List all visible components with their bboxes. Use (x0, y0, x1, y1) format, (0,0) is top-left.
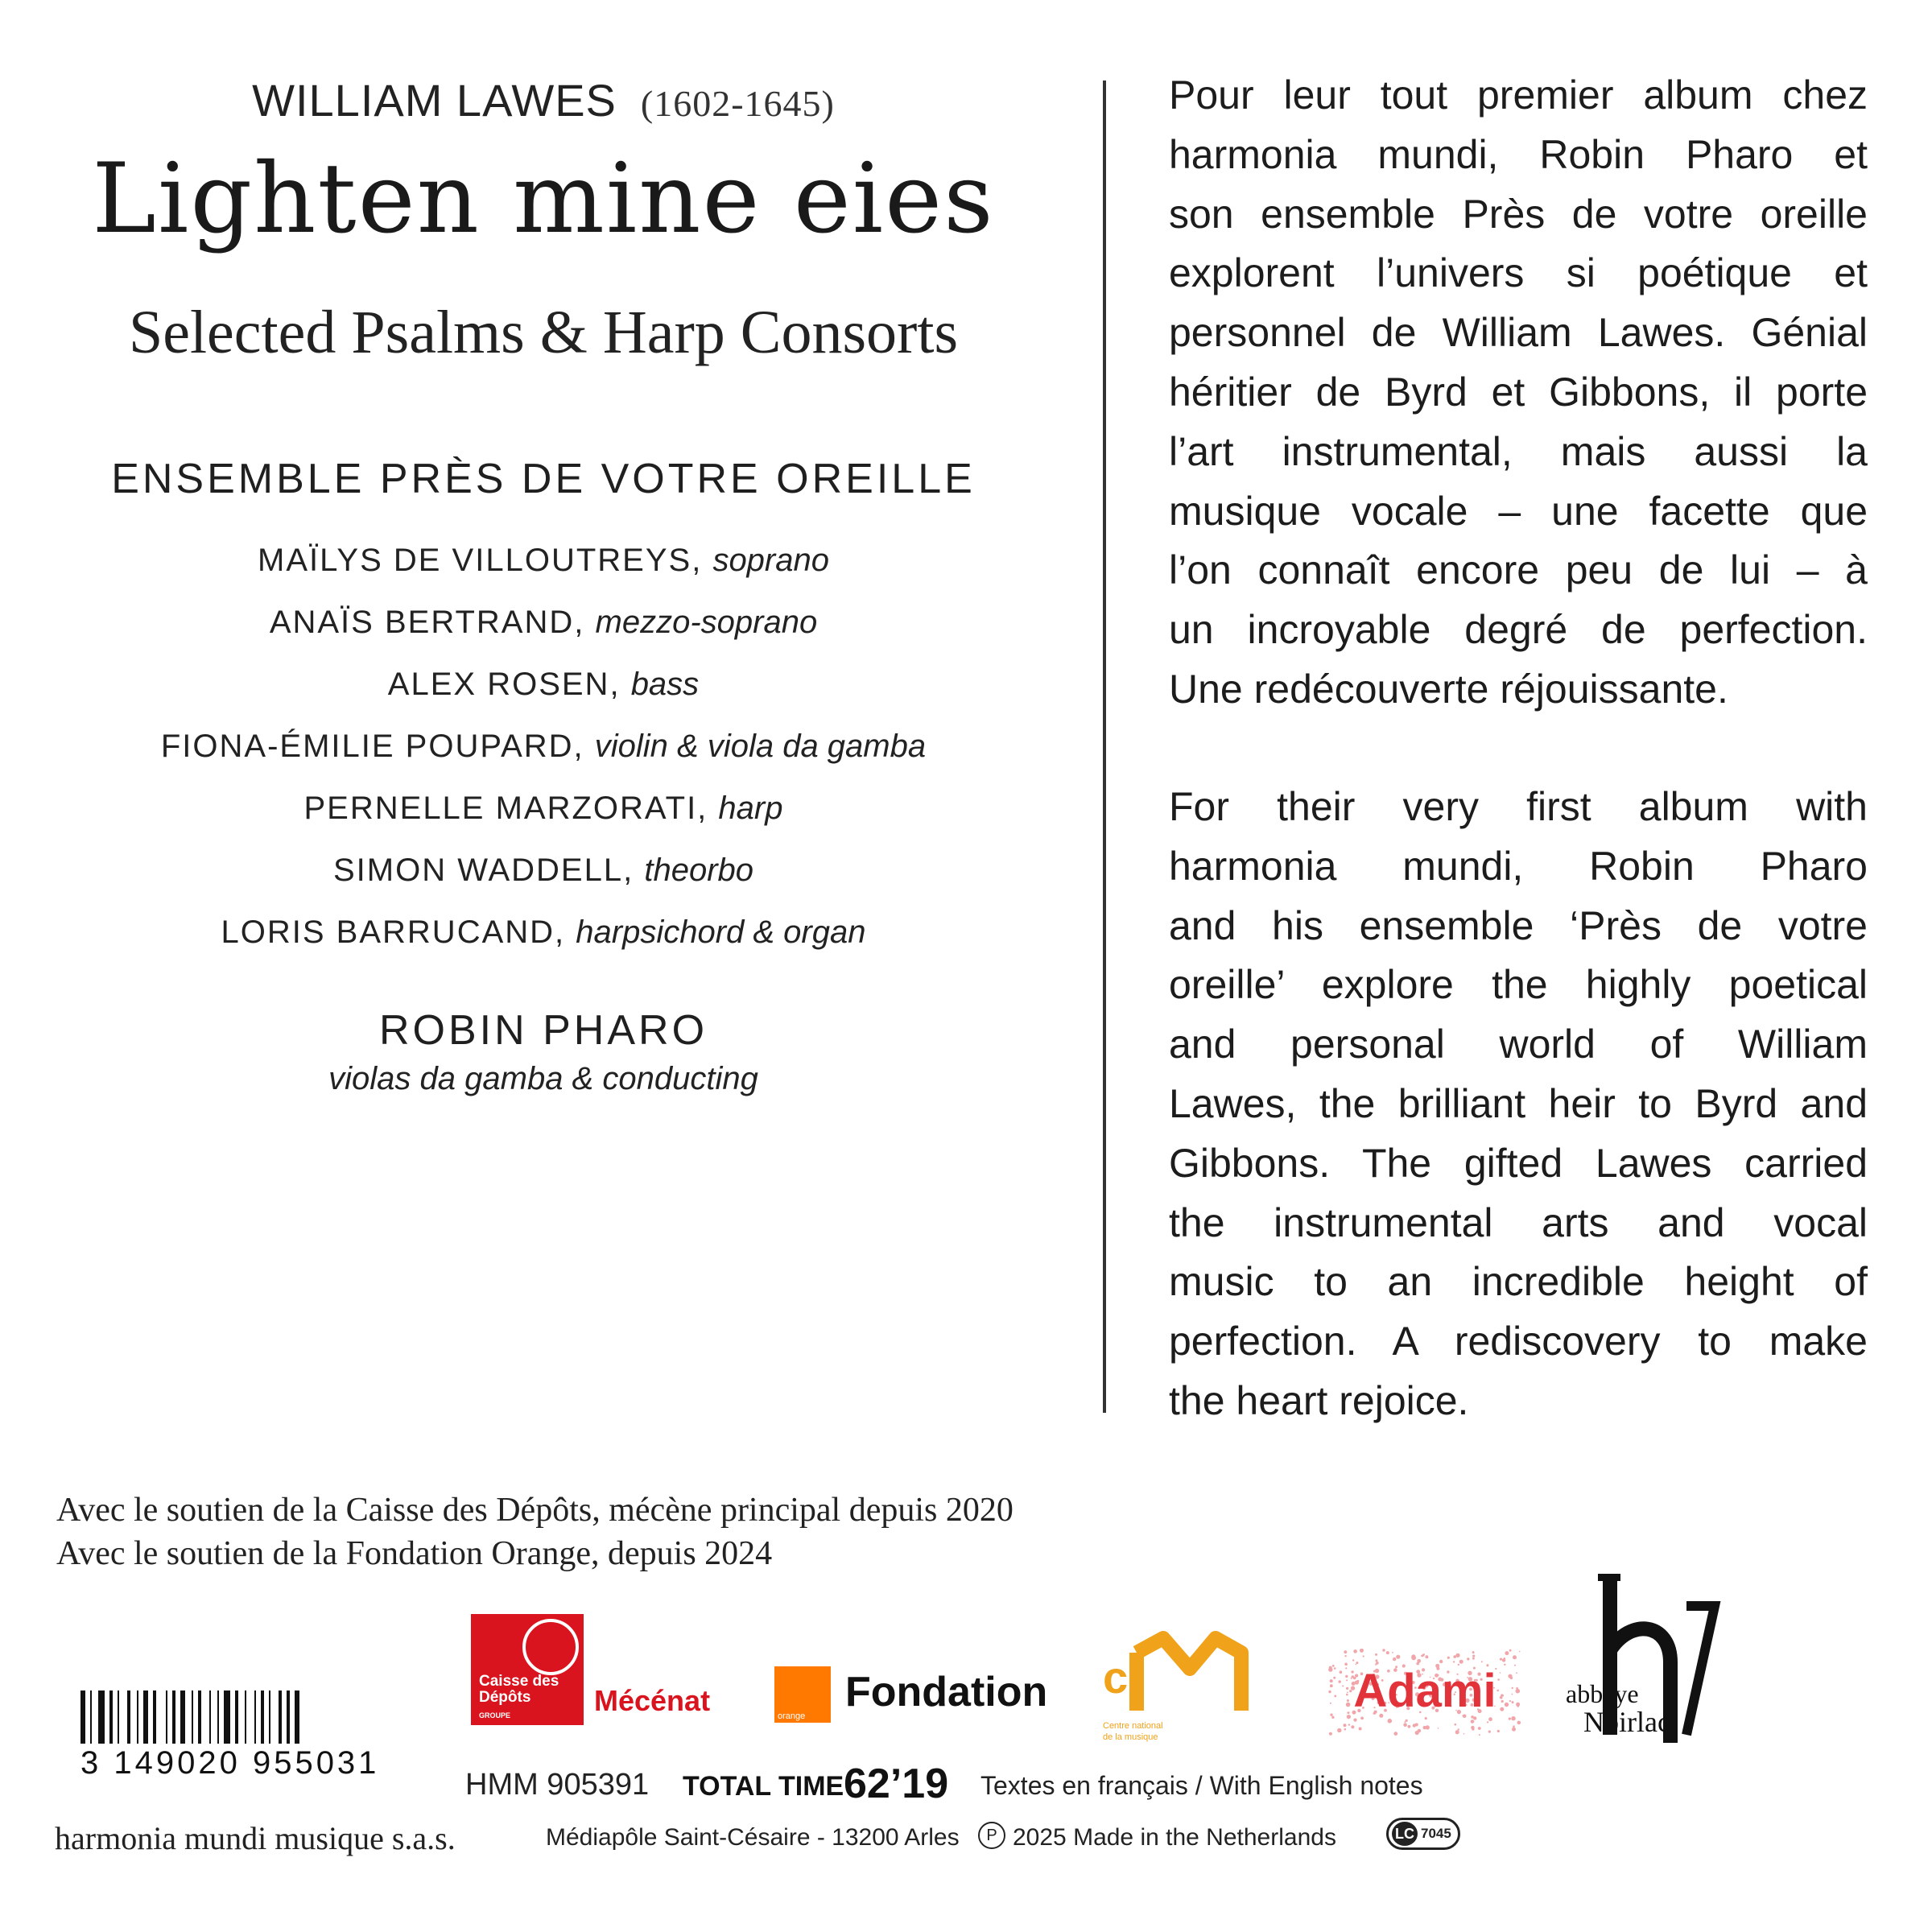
adami-dot (1393, 1732, 1397, 1736)
barcode-bar (235, 1690, 238, 1744)
cdc-logo-text: Caisse des Dépôts GROUPE (479, 1673, 559, 1719)
performer-role: bass (630, 667, 700, 702)
adami-dot (1512, 1694, 1513, 1695)
adami-dot (1388, 1719, 1393, 1724)
adami-dot (1467, 1657, 1469, 1660)
adami-dot (1356, 1662, 1358, 1664)
adami-dot (1344, 1728, 1347, 1731)
column-divider (1103, 80, 1106, 1413)
adami-dot (1418, 1729, 1422, 1733)
adami-dot (1513, 1725, 1515, 1728)
cnm-shape (1137, 1638, 1241, 1711)
support-line-orange: Avec le soutien de la Fondation Orange, depuis 2024 (56, 1535, 773, 1572)
performer-name: PERNELLE MARZORATI, (303, 791, 708, 826)
barcode-bar (98, 1690, 105, 1744)
blurb-french (1169, 66, 1868, 720)
blurb-line: music to an incredible height of (1169, 1259, 1868, 1305)
barcode-bar (269, 1690, 270, 1744)
blurb-line: and personal world of William (1169, 1022, 1868, 1067)
blurb-english (1169, 778, 1868, 1431)
adami-dot (1330, 1714, 1332, 1716)
adami-dot (1497, 1678, 1500, 1681)
adami-dot (1438, 1728, 1439, 1729)
adami-dot (1505, 1651, 1509, 1655)
adami-dot (1330, 1679, 1333, 1682)
barcode-bar (279, 1690, 282, 1744)
adami-dot (1487, 1721, 1488, 1723)
performer-role: violin & viola da gamba (594, 729, 927, 764)
support-line-cdc: Avec le soutien de la Caisse des Dépôts, mécène principal depuis 2020 (56, 1492, 1013, 1529)
adami-dot (1347, 1699, 1349, 1702)
barcode-bar (192, 1690, 193, 1744)
barcode-number: 3 149020 955031 (80, 1745, 380, 1781)
barcode-bar (180, 1690, 185, 1744)
cnm-c: c (1103, 1652, 1129, 1703)
blurb-line: harmonia mundi, Robin Pharo (1169, 843, 1868, 889)
mecenat-label: Mécénat (594, 1684, 711, 1717)
barcode-bar (143, 1690, 148, 1744)
blurb-line: personnel de William Lawes. Génial (1169, 310, 1868, 356)
blurb-line: Lawes, the brilliant heir to Byrd and (1169, 1080, 1868, 1126)
adami-dot (1463, 1733, 1465, 1735)
barcode-bar (166, 1690, 167, 1744)
adami-dot (1382, 1649, 1385, 1651)
adami-dot (1439, 1660, 1443, 1663)
performer-line (0, 852, 1087, 889)
blurb-line: musique vocale – une facette que (1169, 488, 1868, 534)
cnm-logo (1103, 1630, 1272, 1743)
album-title: Lighten mine eies (92, 143, 995, 255)
performer-name: ANAÏS BERTRAND, (269, 605, 585, 640)
adami-dot (1455, 1724, 1457, 1726)
adami-dot (1425, 1655, 1428, 1658)
caisse-des-depots-logo (471, 1614, 584, 1725)
adami-dot (1516, 1689, 1521, 1694)
adami-dot (1500, 1672, 1501, 1674)
director-name: ROBIN PHARO (378, 1007, 708, 1054)
cnm-caption-1: Centre national (1103, 1721, 1163, 1731)
adami-dot (1347, 1692, 1348, 1694)
adami-dot (1353, 1719, 1356, 1722)
performer-line (0, 543, 1087, 579)
adami-dot (1496, 1690, 1499, 1692)
publisher-name: harmonia mundi musique s.a.s. (55, 1820, 456, 1856)
blurb-line: oreille’ explore the highly poetical (1169, 962, 1868, 1008)
adami-dot (1512, 1687, 1513, 1689)
barcode-bar (254, 1690, 256, 1744)
catalog-number: HMM 905391 (465, 1768, 650, 1802)
adami-dot (1406, 1719, 1408, 1722)
adami-dot (1359, 1728, 1362, 1731)
barcode-bar (127, 1690, 130, 1744)
adami-dot (1346, 1694, 1348, 1696)
performer-name: LORIS BARRUCAND, (221, 914, 566, 950)
adami-dot (1346, 1679, 1348, 1681)
barcode-bar (90, 1690, 92, 1744)
adami-dot (1342, 1685, 1344, 1686)
adami-dot (1455, 1653, 1459, 1657)
adami-dot (1352, 1659, 1354, 1661)
adami-dot (1500, 1696, 1503, 1699)
adami-dot (1348, 1724, 1350, 1725)
ensemble-name: ENSEMBLE PRÈS DE VOTRE OREILLE (111, 456, 976, 502)
barcode-bar (287, 1690, 290, 1744)
adami-dot (1344, 1724, 1347, 1727)
adami-dot (1393, 1657, 1396, 1661)
blurb-line: l’art instrumental, mais aussi la (1169, 428, 1868, 474)
blurb-line: the instrumental arts and vocal (1169, 1199, 1868, 1245)
adami-dot (1481, 1661, 1483, 1662)
adami-dot (1344, 1655, 1346, 1657)
adami-dot (1472, 1657, 1475, 1660)
adami-dot (1353, 1649, 1357, 1653)
barcode-bar (118, 1690, 119, 1744)
abbaye-text: abbaye (1566, 1679, 1639, 1708)
composer-line (0, 74, 1087, 126)
barcode-bar (245, 1690, 246, 1744)
adami-dot (1519, 1651, 1521, 1653)
hn-stroke (1686, 1606, 1715, 1735)
adami-dot (1504, 1664, 1505, 1666)
adami-dot (1396, 1655, 1400, 1659)
adami-dot (1344, 1663, 1348, 1666)
adami-dot (1488, 1731, 1491, 1733)
adami-dot (1511, 1716, 1515, 1720)
adami-dot (1351, 1725, 1354, 1728)
adami-dot (1447, 1657, 1450, 1659)
cnm-caption-2: de la musique (1103, 1732, 1158, 1742)
performer-role: harpsichord & organ (576, 914, 866, 950)
performer-line (0, 667, 1087, 703)
publisher-address: Médiapôle Saint-Césaire - 13200 Arles (546, 1824, 960, 1851)
adami-dot (1344, 1650, 1347, 1653)
adami-dot (1500, 1658, 1502, 1661)
adami-dot (1453, 1661, 1455, 1662)
adami-dot (1328, 1690, 1331, 1693)
barcode-bar (209, 1690, 211, 1744)
adami-dot (1458, 1728, 1459, 1730)
adami-dot (1330, 1703, 1331, 1704)
adami-dot (1345, 1675, 1348, 1678)
adami-dot (1514, 1665, 1516, 1666)
adami-dot (1517, 1721, 1521, 1725)
adami-dot (1421, 1655, 1422, 1657)
performer-name: MAÏLYS DE VILLOUTREYS, (258, 543, 703, 578)
copyright-line: 2025 Made in the Netherlands (1013, 1824, 1336, 1851)
adami-dot (1501, 1700, 1504, 1703)
performer-line (0, 914, 1087, 951)
adami-dot (1333, 1677, 1335, 1679)
barcode-bar (198, 1690, 201, 1744)
adami-dot (1346, 1703, 1351, 1707)
adami-dot (1330, 1684, 1333, 1687)
adami-dot (1339, 1680, 1341, 1682)
adami-dot (1403, 1723, 1407, 1727)
barcode-bar (217, 1690, 219, 1744)
barcode-bar (261, 1690, 264, 1744)
adami-dot (1413, 1724, 1416, 1727)
label-code-badge (1386, 1818, 1460, 1850)
adami-dot (1479, 1734, 1480, 1736)
adami-dot (1509, 1718, 1511, 1720)
adami-dot (1392, 1652, 1393, 1653)
performer-name: SIMON WADDELL, (332, 852, 634, 888)
adami-dot (1348, 1711, 1350, 1714)
lc-number: 7045 (1421, 1826, 1451, 1841)
adami-dot (1346, 1687, 1348, 1690)
adami-dot (1345, 1667, 1347, 1669)
adami-dot (1363, 1655, 1364, 1657)
adami-dot (1375, 1659, 1377, 1662)
language-notes: Textes en français / With English notes (980, 1771, 1423, 1800)
fondation-label: Fondation (845, 1669, 1048, 1715)
total-time-value: 62’19 (844, 1761, 949, 1807)
barcode-bar (80, 1690, 85, 1744)
barcode-bar (137, 1690, 138, 1744)
composer-name: WILLIAM LAWES (252, 75, 617, 126)
barcode-bar (295, 1690, 299, 1744)
adami-label: Adami (1353, 1665, 1496, 1717)
adami-dot (1512, 1728, 1516, 1732)
adami-dot (1472, 1651, 1475, 1653)
adami-dot (1360, 1649, 1364, 1653)
abbaye-noirlac-logo (1566, 1574, 1735, 1751)
adami-dot (1332, 1717, 1334, 1719)
blurb-line: l’on connaît encore peu de lui – à (1169, 547, 1868, 593)
adami-dot (1408, 1725, 1411, 1728)
adami-dot (1455, 1730, 1459, 1734)
blurb-line: héritier de Byrd et Gibbons, il porte (1169, 369, 1868, 415)
seal-icon (522, 1619, 579, 1675)
adami-dot (1509, 1700, 1511, 1702)
blurb-line: Une redécouverte réjouissante. (1169, 666, 1728, 712)
adami-dot (1471, 1719, 1475, 1724)
adami-dot (1501, 1695, 1504, 1697)
performer-role: soprano (712, 543, 829, 578)
blurb-line: For their very first album with (1169, 784, 1868, 829)
adami-dot (1472, 1655, 1475, 1657)
adami-dot (1488, 1717, 1492, 1721)
phonogram-icon: P (978, 1822, 1005, 1849)
album-subtitle: Selected Psalms & Harp Consorts (128, 299, 959, 366)
barcode-bar (109, 1690, 113, 1744)
director-role: violas da gamba & conducting (328, 1061, 758, 1096)
adami-dot (1513, 1655, 1517, 1659)
adami-dot (1459, 1660, 1463, 1664)
performer-line (0, 605, 1087, 641)
blurb-line: Gibbons. The gifted Lawes carried (1169, 1140, 1868, 1186)
adami-dot (1509, 1649, 1512, 1652)
adami-dot (1349, 1690, 1352, 1692)
composer-dates: (1602-1645) (640, 83, 835, 124)
adami-dot (1334, 1667, 1336, 1670)
adami-dot (1411, 1654, 1415, 1658)
orange-logo: orange (774, 1666, 831, 1723)
performer-line (0, 791, 1087, 827)
adami-dot (1328, 1667, 1332, 1671)
adami-dot (1340, 1670, 1343, 1674)
performer-name: ALEX ROSEN, (387, 667, 621, 702)
adami-dot (1471, 1726, 1474, 1729)
adami-dot (1500, 1707, 1504, 1711)
adami-dot (1426, 1725, 1430, 1729)
adami-dot (1334, 1695, 1336, 1698)
blurb-line: perfection. A rediscovery to make (1169, 1319, 1868, 1364)
performer-line (0, 729, 1087, 765)
adami-dot (1386, 1651, 1389, 1654)
adami-dot (1329, 1732, 1332, 1736)
adami-dot (1512, 1701, 1514, 1703)
blurb-line: and his ensemble ‘Près de votre (1169, 902, 1868, 948)
adami-dot (1337, 1728, 1341, 1732)
adami-dot (1347, 1715, 1351, 1719)
adami-dot (1425, 1717, 1427, 1719)
adami-dot (1360, 1717, 1364, 1720)
barcode-bar (224, 1690, 230, 1744)
adami-dot (1517, 1706, 1519, 1707)
performer-role: theorbo (644, 852, 754, 888)
adami-dot (1478, 1727, 1481, 1730)
adami-dot (1502, 1658, 1505, 1662)
blurb-line: harmonia mundi, Robin Pharo et (1169, 131, 1868, 177)
adami-dot (1417, 1724, 1418, 1725)
blurb-line: Pour leur tout premier album chez (1169, 72, 1868, 118)
adami-logo (1328, 1649, 1521, 1737)
performer-role: harp (718, 791, 783, 826)
barcode-bar (153, 1690, 156, 1744)
performer-role: mezzo-soprano (595, 605, 818, 640)
adami-dot (1497, 1730, 1500, 1732)
adami-dot (1332, 1665, 1335, 1667)
noirlac-text: Noirlac (1583, 1706, 1670, 1738)
blurb-line: explorent l’univers si poétique et (1169, 250, 1868, 296)
blurb-line: son ensemble Près de votre oreille (1169, 191, 1868, 237)
blurb-line: un incroyable degré de perfection. (1169, 607, 1868, 653)
adami-dot (1516, 1672, 1517, 1674)
barcode-bar (172, 1690, 175, 1744)
total-time-label: TOTAL TIME (683, 1771, 844, 1802)
adami-dot (1375, 1653, 1377, 1656)
lc-icon: LC (1392, 1822, 1418, 1846)
blurb-line: the heart rejoice. (1169, 1377, 1469, 1423)
performer-name: FIONA-ÉMILIE POUPARD, (160, 729, 584, 764)
adami-dot (1508, 1674, 1512, 1678)
adami-dot (1505, 1703, 1509, 1707)
